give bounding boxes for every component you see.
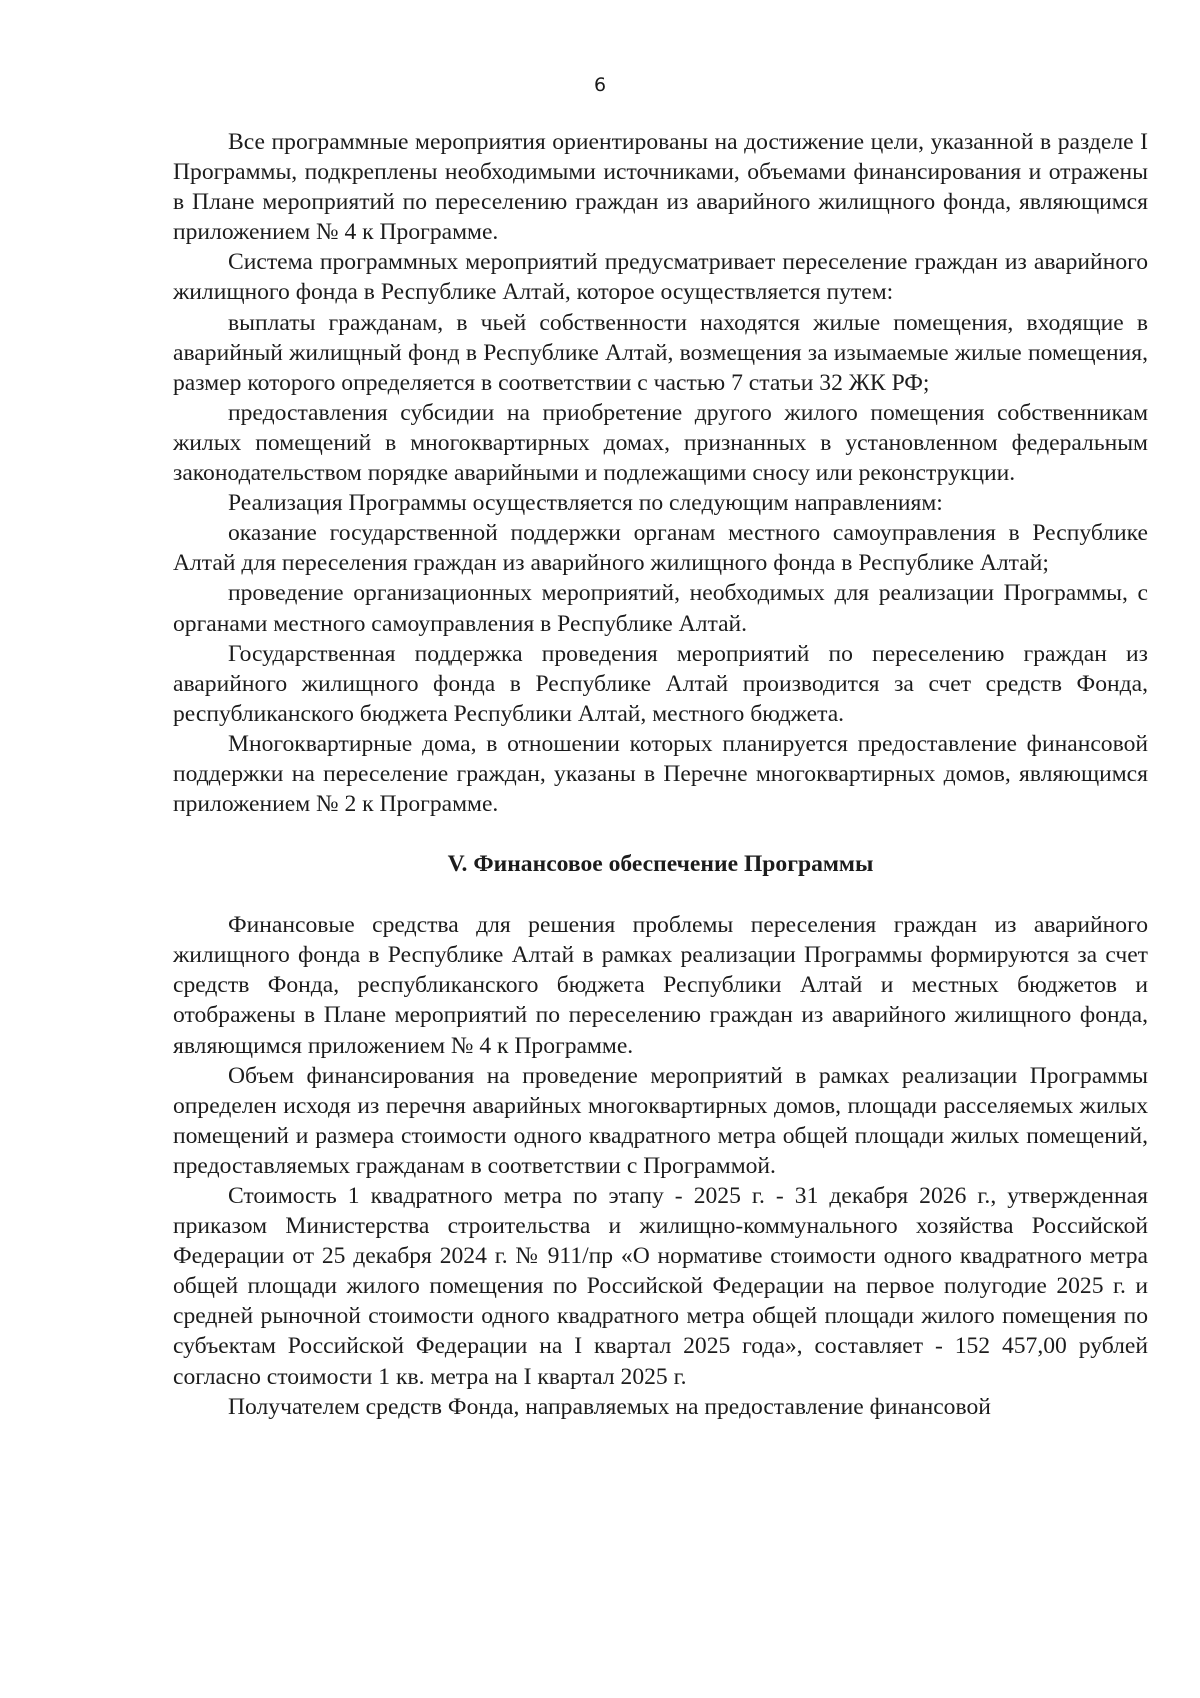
paragraph-state-support: оказание государственной поддержки органам местного самоуправления в Республике Алтай для переселения граждан из аварийного жилищного фонда в Республике Алтай; (173, 520, 1148, 577)
paragraph-apartment-buildings-list: Многоквартирные дома, в отношении которых планируется предоставление финансовой поддержки на переселение граждан, указаны в Перечне многоквартирных домов, являющимся приложением № 2 к Программе. (173, 730, 1148, 818)
paragraph-financial-means: Финансовые средства для решения проблемы переселения граждан из аварийного жилищного фонда в Республике Алтай в рамках реализации Программы формируются за счет средств Фонда, республиканского бюджета Республики Алтай и местных бюджетов и отображены в Плане мероприятий по переселению граждан из аварийного жилищного фонда, являющимся приложением № 4 к Программе. (173, 912, 1148, 1059)
paragraph-resettlement-system: Система программных мероприятий предусматривает переселение граждан из аварийного жилищного фонда в Республике Алтай, которое осуществляется путем: (173, 249, 1148, 306)
page-number: 6 (593, 74, 607, 96)
paragraph-compensation-payments: выплаты гражданам, в чьей собственности находятся жилые помещения, входящие в аварийный жилищный фонд в Республике Алтай, возмещения за изымаемые жилые помещения, размер которого определяется в соответствии с частью 7 статьи 32 ЖК РФ; (173, 309, 1148, 396)
document-body (173, 127, 1148, 1422)
paragraph-funding-sources: Государственная поддержка проведения мероприятий по переселению граждан из аварийного жилищного фонда в Республике Алтай производится за счет средств Фонда, республиканского бюджета Республики Алтай, местного бюджета. (173, 640, 1148, 727)
paragraph-financing-volume: Объем финансирования на проведение мероприятий в рамках реализации Программы определен исходя из перечня аварийных многоквартирных домов, площади расселяемых жилых помещений и размера стоимости одного квадратного метра общей площади жилых помещений, предоставляемых гражданам в соответствии с Программой. (173, 1062, 1148, 1179)
paragraph-square-meter-cost: Стоимость 1 квадратного метра по этапу - 2025 г. - 31 декабря 2026 г., утвержденная приказом Министерства строительства и жилищно-коммунального хозяйства Российской Федерации от 25 декабря 2024 г. № 911/пр «О нормативе стоимости одного квадратного метра общей площади жилого помещения по Российской Федерации на первое полугодие 2025 г. и средней рыночной стоимости одного квадратного метра общей площади жилого помещения по субъектам Российской Федерации на I квартал 2025 года», составляет - 152 457,00 рублей согласно стоимости 1 кв. метра на I квартал 2025 г. (173, 1183, 1148, 1390)
paragraph-goals-alignment: Все программные мероприятия ориентированы на достижение цели, указанной в разделе I Программы, подкреплены необходимыми источниками, объемами финансирования и отражены в Плане мероприятий по переселению граждан из аварийного жилищного фонда, являющимся приложением № 4 к Программе. (173, 129, 1148, 246)
paragraph-implementation-directions: Реализация Программы осуществляется по следующим направлениям: (228, 490, 943, 517)
paragraph-fund-recipient: Получателем средств Фонда, направляемых на предоставление финансовой (228, 1393, 991, 1420)
paragraph-organizational-measures: проведение организационных мероприятий, необходимых для реализации Программы, с органами местного самоуправления в Республике Алтай. (173, 580, 1148, 637)
paragraph-housing-subsidy: предоставления субсидии на приобретение другого жилого помещения собственникам жилых помещений в многоквартирных домах, признанных в установленном федеральным законодательством порядке аварийными и подлежащими сносу или реконструкции. (173, 399, 1148, 487)
section-heading: V. Финансовое обеспечение Программы (447, 851, 874, 878)
